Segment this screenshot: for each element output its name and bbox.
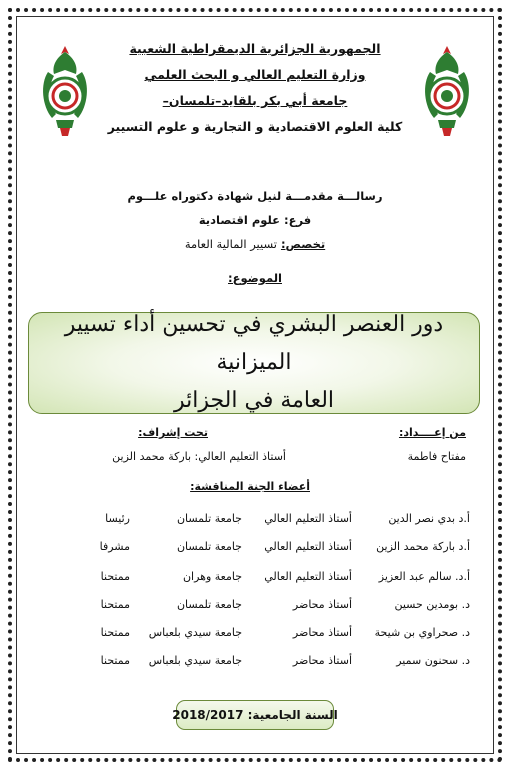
committee-row xyxy=(40,540,470,558)
member-rank: أستاذ محاضر xyxy=(292,626,352,639)
committee-row xyxy=(40,598,470,616)
member-rank: أستاذ محاضر xyxy=(292,598,352,611)
member-name: د. سحنون سمير xyxy=(396,654,470,667)
university-emblem-icon xyxy=(420,44,474,138)
supervision-label: تحت إشراف: xyxy=(138,426,208,439)
member-role: مشرفا xyxy=(99,540,130,553)
committee-row xyxy=(40,654,470,672)
member-name: د. صحراوي بن شيحة xyxy=(374,626,470,639)
member-rank: أستاذ محاضر xyxy=(292,654,352,667)
member-role: ممتحنا xyxy=(100,598,130,611)
member-university: جامعة تلمسان xyxy=(176,512,242,525)
academic-year-box: السنة الجامعية: 2018/2017 xyxy=(176,700,334,730)
header-university: جامعة أبي بكر بلقايد–تلمسان– xyxy=(162,93,348,108)
member-name: أ.د بدي نصر الدين xyxy=(388,512,470,525)
header-republic: الجمهورية الجزائرية الديمقراطية الشعبية xyxy=(129,41,381,56)
thesis-title-box xyxy=(28,312,480,414)
branch-label: فرع: xyxy=(284,213,312,227)
branch-value: علوم اقتصادية xyxy=(198,213,281,227)
header-ministry: وزارة التعليم العالي و البحث العلمي xyxy=(144,67,366,82)
thesis-title-line-1: دور العنصر البشري في تحسين أداء تسيير الميزانية xyxy=(64,312,444,375)
member-name: د. بومدين حسين xyxy=(394,598,470,611)
member-role: ممتحنا xyxy=(100,654,130,667)
member-university: جامعة تلمسان xyxy=(176,540,242,553)
member-rank: أستاذ التعليم العالي xyxy=(264,570,352,583)
member-name: أ.د باركة محمد الزين xyxy=(376,540,470,553)
member-rank: أستاذ التعليم العالي xyxy=(264,540,352,553)
member-university: جامعة تلمسان xyxy=(176,598,242,611)
member-role: ممتحنا xyxy=(100,570,130,583)
committee-row xyxy=(40,626,470,644)
committee-label: أعضاء الجنة المناقشة: xyxy=(190,480,310,493)
thesis-branch xyxy=(90,212,420,228)
header-faculty: كلية العلوم الاقتصادية و التجارية و علوم التسيير xyxy=(107,119,403,134)
member-rank: أستاذ التعليم العالي xyxy=(264,512,352,525)
member-role: رئيسا xyxy=(105,512,130,525)
member-role: ممتحنا xyxy=(100,626,130,639)
specialty-value: تسيير المالية العامة xyxy=(184,237,277,251)
committee-row xyxy=(40,512,470,530)
prepared-by-label: من إعــــداد: xyxy=(398,426,466,439)
committee-row xyxy=(40,570,470,588)
author-name: مفتاح فاطمة xyxy=(407,450,466,463)
member-university: جامعة وهران xyxy=(182,570,242,583)
member-university: جامعة سيدي بلعباس xyxy=(148,626,242,639)
thesis-specialty xyxy=(90,236,420,252)
subject-label: الموضوع: xyxy=(228,271,282,285)
supervisor-name: أستاذ التعليم العالي: باركة محمد الزين xyxy=(112,450,286,463)
specialty-label: تخصص: xyxy=(280,237,326,251)
member-university: جامعة سيدي بلعباس xyxy=(148,654,242,667)
university-emblem-icon xyxy=(38,44,92,138)
member-name: أ.د. سالم عبد العزيز xyxy=(378,570,470,583)
thesis-purpose: رسالـــة مقدمـــة لنيل شهادة دكتوراه علـــوم xyxy=(127,189,383,203)
thesis-title-line-2: العامة في الجزائر xyxy=(173,388,335,413)
